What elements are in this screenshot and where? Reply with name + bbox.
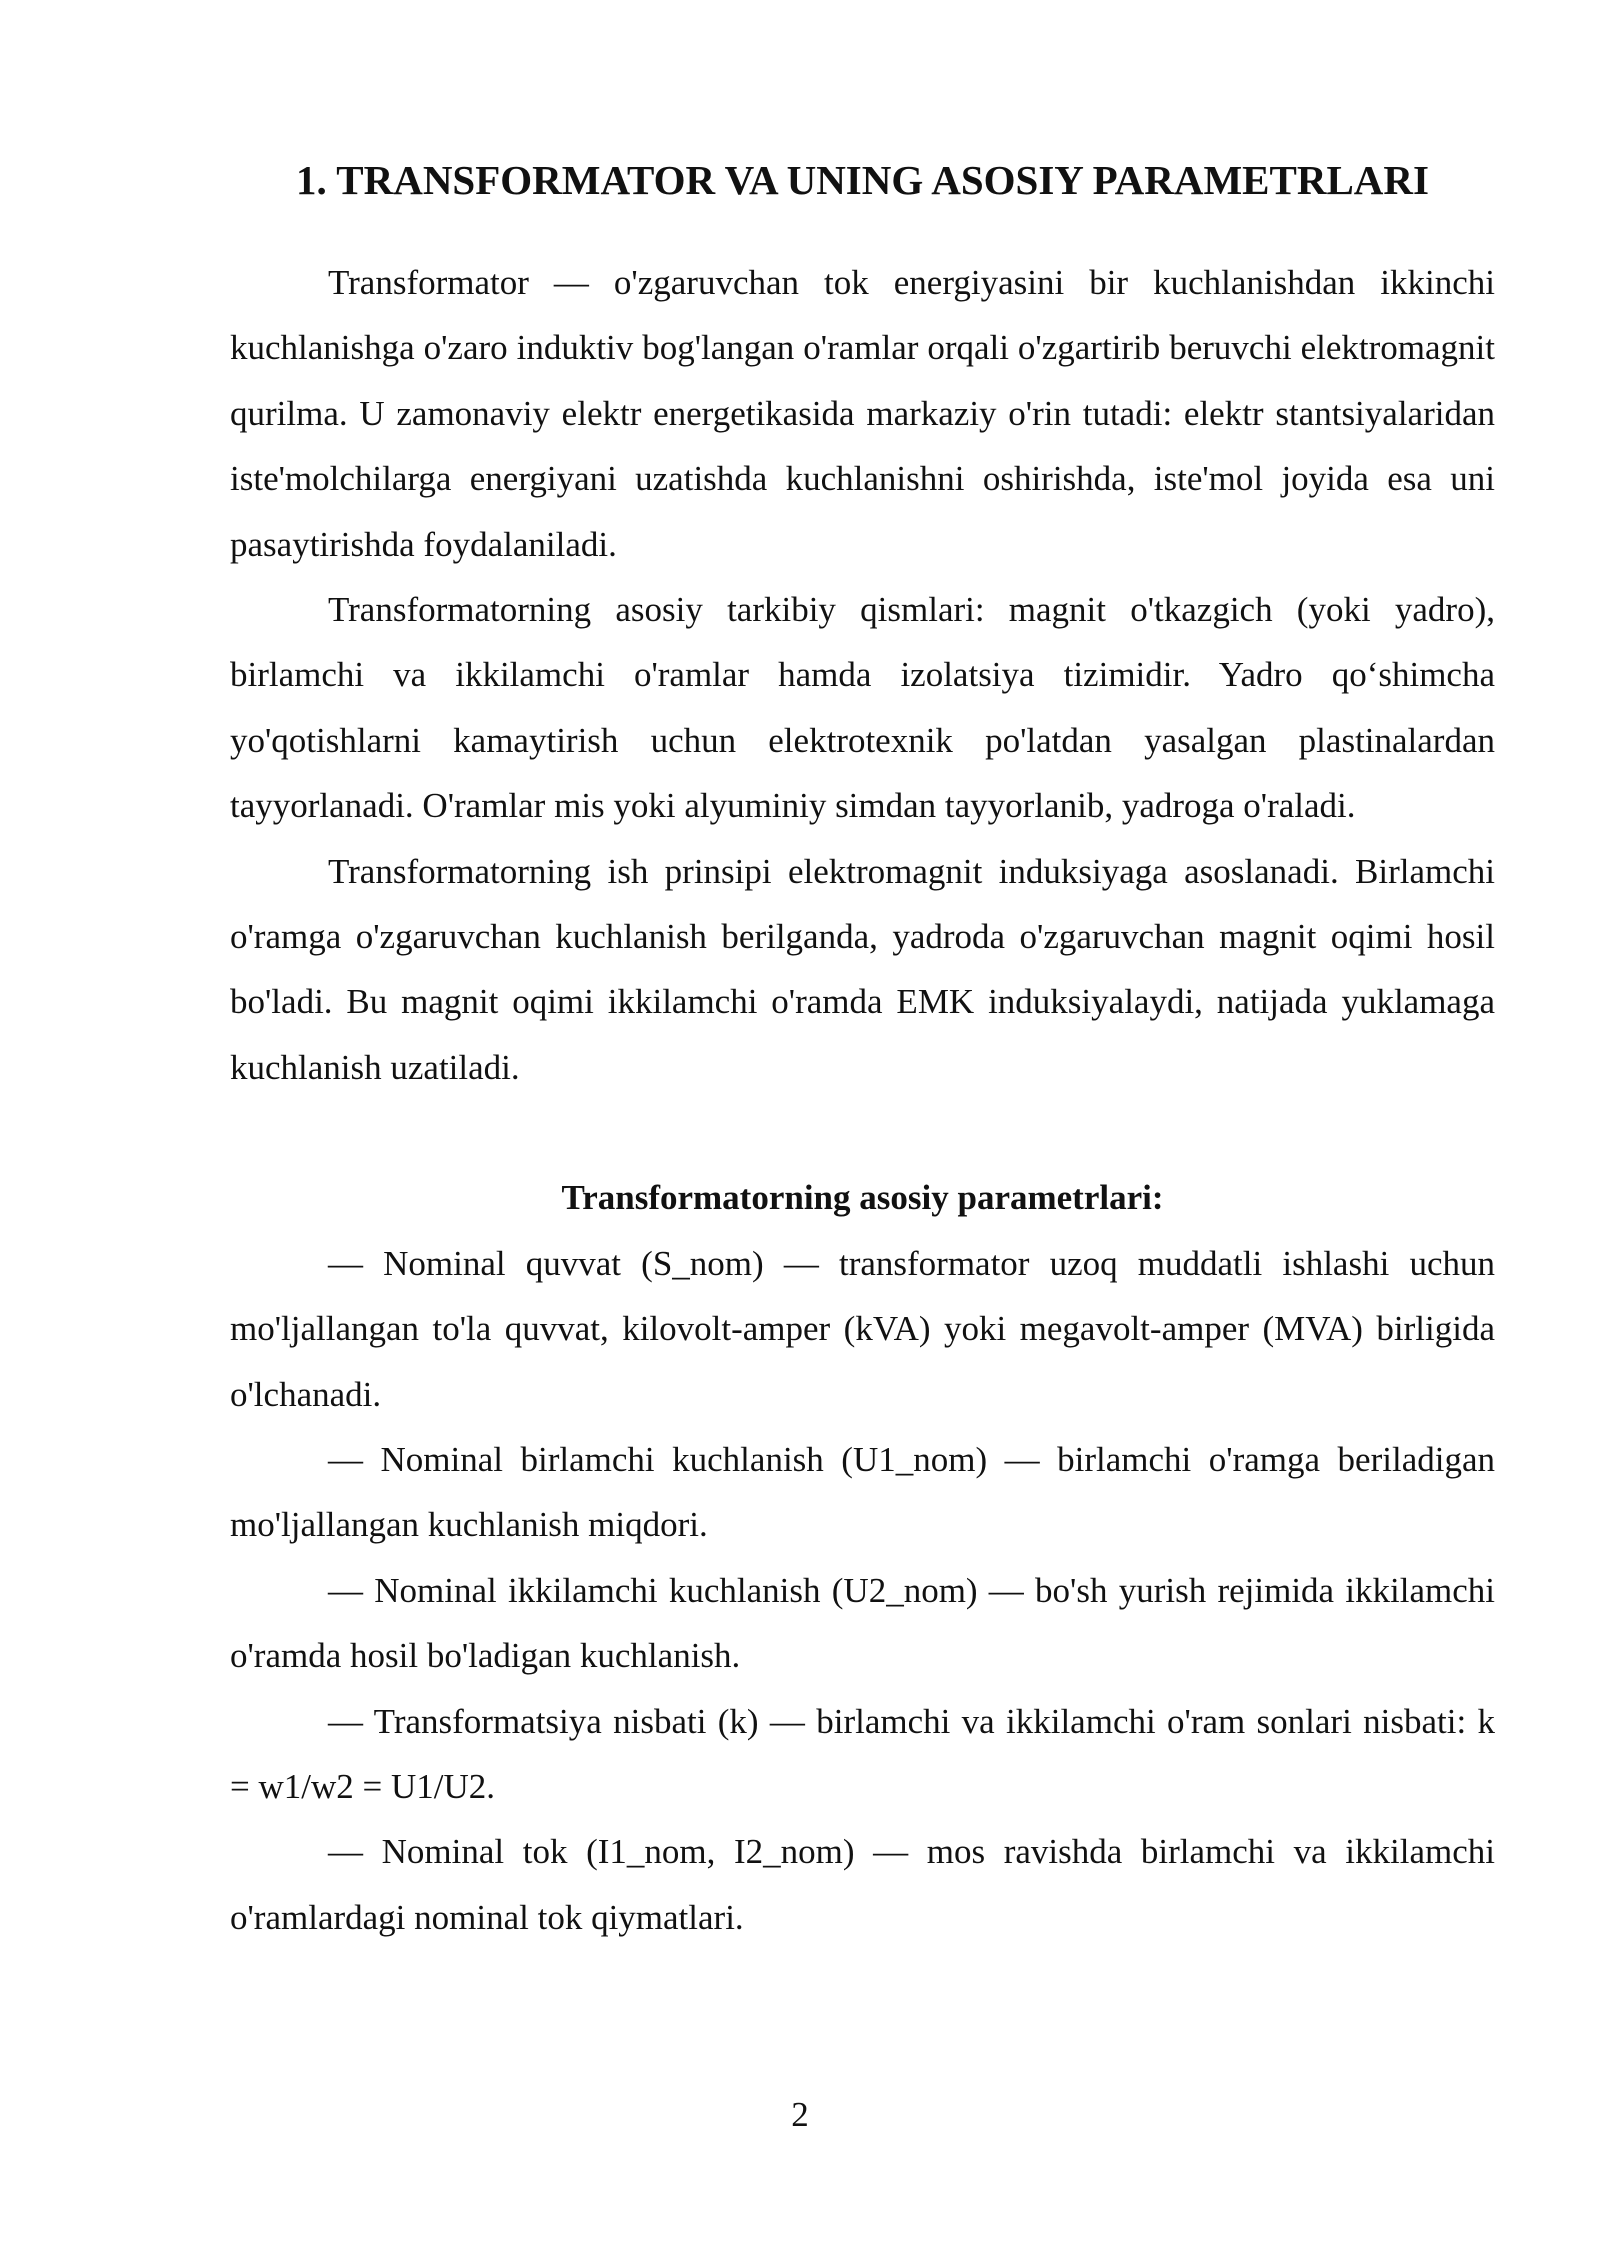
parameter-item-nominal-current: — Nominal tok (I1_nom, I2_nom) — mos ravishda birlamchi va ikkilamchi o'ramlardagi nominal tok qiymatlari.: [230, 1832, 1495, 1937]
parameter-item-nominal-power: — Nominal quvvat (S_nom) — transformator uzoq muddatli ishlashi uchun mo'ljallangan to'la quvvat, kilovolt-amper (kVA) yoki megavolt-amper (MVA) birligida o'lchanadi.: [230, 1243, 1495, 1414]
page-number: 2: [791, 2095, 809, 2134]
parameters-heading: Transformatorning asosiy parametrlari:: [561, 1178, 1164, 1218]
intro-paragraph-components: Transformatorning asosiy tarkibiy qismlari: magnit o'tkazgich (yoki yadro), birlamchi va ikkilamchi o'ramlar hamda izolatsiya tizimidir. Yadro qo‘shimcha yo'qotishlarni kamaytirish uchun elektrotexnik po'latdan yasalgan plastinalardan tayyorlanadi. O'ramlar mis yoki alyuminiy simdan tayyorlanib, yadroga o'raladi.: [230, 590, 1495, 826]
parameter-item-transformation-ratio: — Transformatsiya nisbati (k) — birlamchi va ikkilamchi o'ram sonlari nisbati: k = w1/w2 = U1/U2.: [230, 1701, 1495, 1806]
intro-paragraph-definition: Transformator — o'zgaruvchan tok energiyasini bir kuchlanishdan ikkinchi kuchlanishga o'zaro induktiv bog'langan o'ramlar orqali o'zgartirib beruvchi elektromagnit qurilma. U zamonaviy elektr energetikasida markaziy o'rin tutadi: elektr stantsiyalaridan iste'molchilarga energiyani uzatishda kuchlanishni oshirishda, iste'mol joyida esa uni pasaytirishda foydalaniladi.: [230, 263, 1495, 564]
parameter-item-secondary-voltage: — Nominal ikkilamchi kuchlanish (U2_nom) — bo'sh yurish rejimida ikkilamchi o'ramda hosil bo'ladigan kuchlanish.: [230, 1570, 1495, 1676]
intro-paragraph-principle: Transformatorning ish prinsipi elektromagnit induksiyaga asoslanadi. Birlamchi o'ramga o'zgaruvchan kuchlanish berilganda, yadroda o'zgaruvchan magnit oqimi hosil bo'ladi. Bu magnit oqimi ikkilamchi o'ramda EMK induksiyalaydi, natijada yuklamaga kuchlanish uzatiladi.: [230, 851, 1495, 1087]
page-title: 1. TRANSFORMATOR VA UNING ASOSIY PARAMETRLARI: [296, 157, 1429, 203]
parameter-item-primary-voltage: — Nominal birlamchi kuchlanish (U1_nom) — birlamchi o'ramga beriladigan mo'ljallangan kuchlanish miqdori.: [230, 1439, 1495, 1545]
page-content: [230, 150, 1495, 1950]
